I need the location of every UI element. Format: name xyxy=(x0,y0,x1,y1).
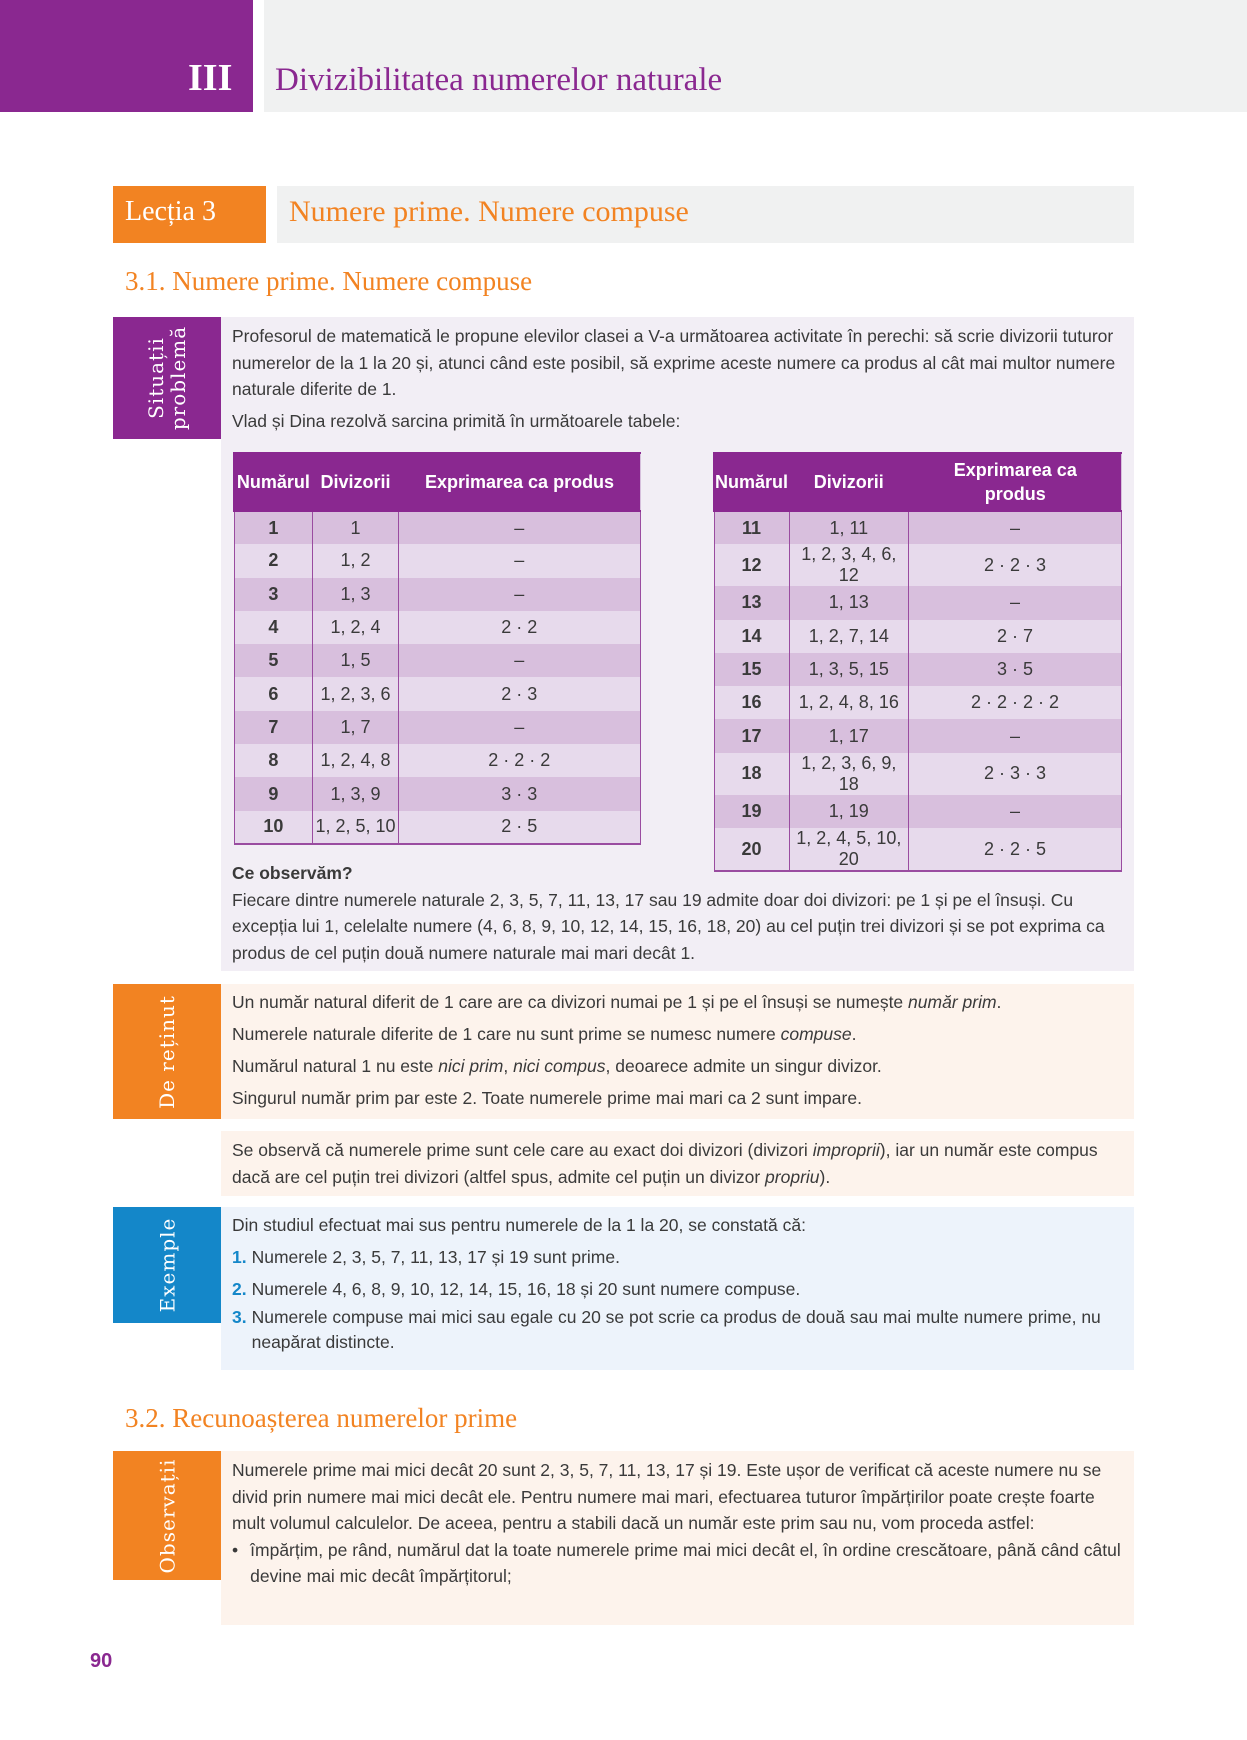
table-cell: 1, 2, 3, 6 xyxy=(313,677,398,710)
column-header: Divizorii xyxy=(313,453,398,511)
note-one: Numărul natural 1 nu este nici prim, nici compus, deoarece admite un singur divizor. xyxy=(232,1056,882,1076)
table-cell: 1, 3, 5, 15 xyxy=(789,653,909,686)
lesson-title: Numere prime. Numere compuse xyxy=(277,186,1134,243)
tag-text: Situații xyxy=(143,337,168,419)
table-cell: 12 xyxy=(714,544,789,586)
paragraph: Profesorul de matematică le propune elevilor clasei a V-a următoarea activitate în perechi: să scrie divizorii tuturor numerelor de la 1 la 20 și, atunci când este posibil, să exprime aceste numere ca produs al cât mai multor numere naturale diferite de 1. xyxy=(232,326,1116,400)
tag-text: problemă xyxy=(165,325,190,431)
table-row xyxy=(714,753,1122,795)
example-item xyxy=(232,1305,1122,1355)
table-row xyxy=(714,653,1122,686)
table-cell: 1, 3 xyxy=(313,578,398,611)
table-cell: 2 · 2 · 5 xyxy=(909,828,1122,871)
table-row xyxy=(234,611,641,644)
definition-composite: Numerele naturale diferite de 1 care nu sunt prime se numesc numere compuse. xyxy=(232,1024,857,1044)
exemple-content xyxy=(221,1207,1134,1370)
table-cell: 16 xyxy=(714,686,789,719)
table-cell: – xyxy=(398,578,640,611)
table-cell: 9 xyxy=(234,777,313,810)
example-number: 3. xyxy=(232,1307,247,1327)
table-cell: 1, 2, 3, 6, 9, 18 xyxy=(789,753,909,795)
example-item xyxy=(232,1241,1122,1273)
observation-title: Ce observăm? xyxy=(232,863,353,883)
table-cell: 1, 13 xyxy=(789,586,909,619)
lesson-label: Lecția 3 xyxy=(113,186,266,243)
observation xyxy=(232,860,1127,966)
table-row xyxy=(234,578,641,611)
table-row xyxy=(234,644,641,677)
example-text: Numerele compuse mai mici sau egale cu 20 se pot scrie ca produs de două sau mai multe numere prime, nu neapărat distincte. xyxy=(251,1307,1101,1352)
examples-intro: Din studiul efectuat mai sus pentru numerele de la 1 la 20, se constată că: xyxy=(232,1215,806,1235)
table-cell: 3 · 5 xyxy=(909,653,1122,686)
table-cell: 1, 3, 9 xyxy=(313,777,398,810)
table-cell: 7 xyxy=(234,711,313,744)
table-cell: 2 xyxy=(234,544,313,577)
paragraph: Numerele prime mai mici decât 20 sunt 2, 3, 5, 7, 11, 13, 17 și 19. Este ușor de verificat că aceste numere nu se divid prin numere mai mici decât ele. Pentru numere mai mari, efectuarea tuturor împărțirilor poate crește foarte mult volumul calculelor. De aceea, pentru a stabili dacă un număr este prim sau nu, vom proceda astfel: xyxy=(232,1460,1102,1534)
example-number: 2. xyxy=(232,1279,247,1299)
table-row xyxy=(234,811,641,844)
table-cell: 2 · 2 · 3 xyxy=(909,544,1122,586)
table-row xyxy=(234,744,641,777)
example-text: Numerele 2, 3, 5, 7, 11, 13, 17 și 19 sunt prime. xyxy=(251,1247,620,1267)
column-header: Numărul xyxy=(714,453,789,511)
chapter-title: Divizibilitatea numerelor naturale xyxy=(275,62,723,98)
table-cell: 17 xyxy=(714,719,789,752)
table-cell: 1, 2, 4, 5, 10, 20 xyxy=(789,828,909,871)
table-cell: 1, 2, 5, 10 xyxy=(313,811,398,844)
table-cell: 1, 2, 3, 4, 6, 12 xyxy=(789,544,909,586)
table-cell: 1 xyxy=(234,511,313,544)
section-heading: 3.2. Recunoașterea numerelor prime xyxy=(125,1403,518,1433)
table-cell: 6 xyxy=(234,677,313,710)
table-cell: – xyxy=(398,544,640,577)
divisors-table-2 xyxy=(713,452,1122,872)
table-cell: 18 xyxy=(714,753,789,795)
table-cell: 20 xyxy=(714,828,789,871)
table-cell: 2 · 2 xyxy=(398,611,640,644)
table-cell: 1, 2, 7, 14 xyxy=(789,620,909,653)
table-cell: 4 xyxy=(234,611,313,644)
table-cell: 19 xyxy=(714,795,789,828)
table-cell: – xyxy=(909,586,1122,619)
example-item xyxy=(232,1273,1122,1305)
paragraph: Vlad și Dina rezolvă sarcina primită în următoarele tabele: xyxy=(232,410,681,431)
example-text: Numerele 4, 6, 8, 9, 10, 12, 14, 15, 16, 18 și 20 sunt numere compuse. xyxy=(251,1279,801,1299)
table-cell: 1, 2, 4, 8, 16 xyxy=(789,686,909,719)
table-cell: 1, 19 xyxy=(789,795,909,828)
table-cell: – xyxy=(398,711,640,744)
table-cell: – xyxy=(909,795,1122,828)
tag-de-retinut xyxy=(113,984,221,1119)
table-row xyxy=(714,511,1122,544)
retinut-content xyxy=(221,984,1134,1119)
table-row xyxy=(714,620,1122,653)
table-row xyxy=(234,677,641,710)
table-row xyxy=(234,511,641,544)
table-cell: 2 · 2 · 2 xyxy=(398,744,640,777)
table-cell: 3 xyxy=(234,578,313,611)
example-number: 1. xyxy=(232,1247,247,1267)
table-cell: 1 xyxy=(313,511,398,544)
tag-text: Exemple xyxy=(155,1217,179,1313)
table-cell: 1, 11 xyxy=(789,511,909,544)
table-cell: – xyxy=(398,511,640,544)
table-cell: 2 · 3 xyxy=(398,677,640,710)
table-cell: 2 · 7 xyxy=(909,620,1122,653)
retinut-note: Se observă că numerele prime sunt cele care au exact doi divizori (divizori improprii), iar un număr este compus dacă are cel puțin trei divizori (altfel spus, admite cel puțin un divizor propriu). xyxy=(221,1131,1134,1196)
table-cell: 2 · 3 · 3 xyxy=(909,753,1122,795)
table-cell: 14 xyxy=(714,620,789,653)
bullet-item: • împărțim, pe rând, numărul dat la toate numerele prime mai mici decât el, în ordine crescătoare, până când câtul devine mai mic decât împărțitorul; xyxy=(232,1539,1121,1587)
definition-prime: Un număr natural diferit de 1 care are ca divizori numai pe 1 și pe el însuși se numește număr prim. xyxy=(232,992,1002,1012)
table-row xyxy=(234,711,641,744)
table-row xyxy=(714,719,1122,752)
note-even-prime: Singurul număr prim par este 2. Toate numerele prime mai mari ca 2 sunt impare. xyxy=(232,1088,862,1108)
column-header: Divizorii xyxy=(789,453,909,511)
examples-list xyxy=(232,1241,1122,1355)
table-row xyxy=(714,544,1122,586)
table-row xyxy=(234,777,641,810)
table-cell: 1, 7 xyxy=(313,711,398,744)
column-header: Exprimarea ca produs xyxy=(909,453,1122,511)
section-heading: 3.1. Numere prime. Numere compuse xyxy=(125,266,533,296)
table-cell: 1, 2 xyxy=(313,544,398,577)
table-cell: – xyxy=(909,511,1122,544)
table-row xyxy=(714,795,1122,828)
observatii-content xyxy=(221,1451,1134,1625)
table-cell: 5 xyxy=(234,644,313,677)
table-cell: 1, 5 xyxy=(313,644,398,677)
table-cell: 13 xyxy=(714,586,789,619)
table-cell: 10 xyxy=(234,811,313,844)
observation-text: Fiecare dintre numerele naturale 2, 3, 5, 7, 11, 13, 17 sau 19 admite doar doi divizori: pe 1 și pe el însuși. Cu excepția lui 1, celelalte numere (4, 6, 8, 9, 10, 12, 14, 15, 16, 18, 20) au cel puțin trei divizori și se pot exprima ca produs de cel puțin două numere naturale mai mari decât 1. xyxy=(232,889,1105,963)
page-number: 90 xyxy=(90,1650,113,1672)
table-row xyxy=(234,544,641,577)
table-cell: 1, 2, 4, 8 xyxy=(313,744,398,777)
table-cell: 1, 17 xyxy=(789,719,909,752)
tag-text: De reținut xyxy=(155,994,180,1109)
table-cell: 1, 2, 4 xyxy=(313,611,398,644)
tag-text: Observații xyxy=(155,1458,180,1573)
column-header: Numărul xyxy=(234,453,313,511)
table-cell: 8 xyxy=(234,744,313,777)
table-cell: 2 · 2 · 2 · 2 xyxy=(909,686,1122,719)
table-cell: 11 xyxy=(714,511,789,544)
table-cell: 3 · 3 xyxy=(398,777,640,810)
column-header: Exprimarea ca produs xyxy=(398,453,640,511)
table-cell: – xyxy=(909,719,1122,752)
table-cell: – xyxy=(398,644,640,677)
divisors-table-1 xyxy=(233,452,641,845)
table-cell: 15 xyxy=(714,653,789,686)
table-row xyxy=(714,686,1122,719)
chapter-number: III xyxy=(188,57,233,99)
table-row xyxy=(714,586,1122,619)
table-cell: 2 · 5 xyxy=(398,811,640,844)
tag-observatii xyxy=(113,1451,221,1580)
tag-exemple xyxy=(113,1207,221,1323)
tag-situatii xyxy=(113,317,221,439)
